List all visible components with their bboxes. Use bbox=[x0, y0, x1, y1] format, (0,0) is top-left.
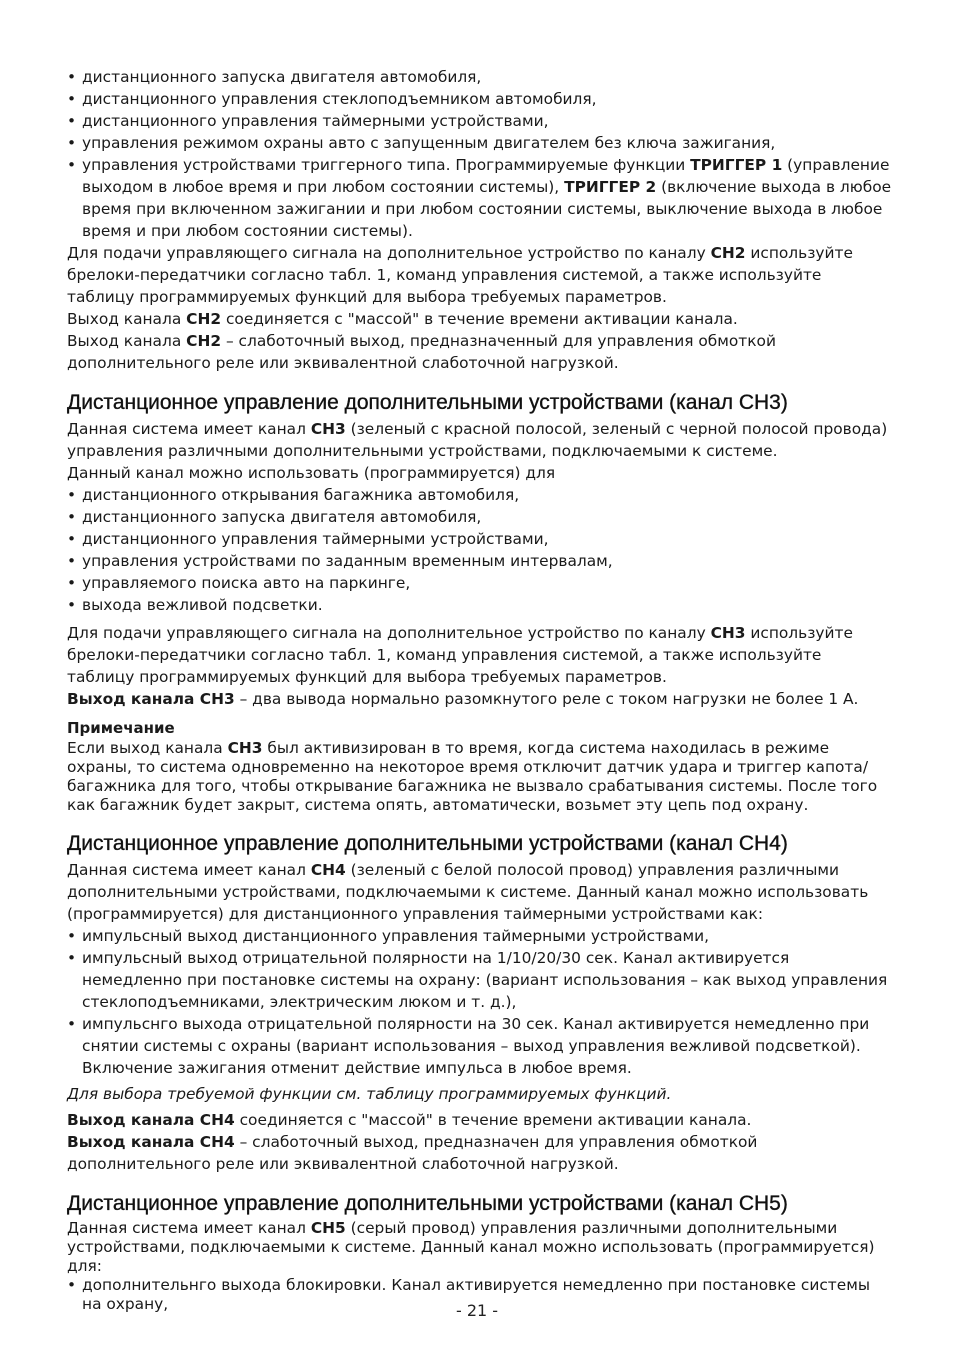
ch4-heading: Дистанционное управление дополнительными устройствами (канал CH4) bbox=[67, 832, 788, 855]
ch3-bullet-list bbox=[67, 484, 892, 616]
list-item: • дистанционного управления таймерными устройствами, bbox=[67, 528, 892, 550]
trigger-text-c: (управление выходом в любое время и при любом состоянии системы), bbox=[82, 156, 890, 196]
ch5-intro bbox=[67, 1219, 892, 1276]
ch4-output-label: Выход канала CH4 bbox=[67, 1111, 235, 1129]
ch4-bullet-list bbox=[67, 925, 892, 1079]
ch3-intro-text: Данная система имеет канал bbox=[67, 420, 311, 438]
ch4-paragraph-1 bbox=[67, 1109, 892, 1131]
ch2-paragraph-3 bbox=[67, 330, 892, 374]
note-title: Примечание bbox=[67, 719, 175, 737]
list-item: • импульсный выход дистанционного управления таймерными устройствами, bbox=[67, 925, 892, 947]
list-item: • дистанционного запуска двигателя автомобиля, bbox=[67, 506, 892, 528]
ch2-paragraph-1 bbox=[67, 242, 892, 308]
ch3-intro bbox=[67, 418, 892, 462]
ch5-intro-text: Данная система имеет канал bbox=[67, 1219, 311, 1237]
intro-bullet-list bbox=[67, 66, 892, 242]
document-page bbox=[67, 66, 892, 1314]
trigger-1-label: ТРИГГЕР 1 bbox=[690, 156, 783, 174]
ch3-p1-text: Для подачи управляющего сигнала на дополнительное устройство по каналу bbox=[67, 624, 711, 642]
ch5-intro-text-end: (серый провод) управления различными дополнительными устройствами, подключаемыми к системе. Данный канал можно использовать (программируется) для: bbox=[67, 1219, 875, 1275]
ch2-p2-text-end: соединяется с "массой" в течение времени активации канала. bbox=[221, 310, 738, 328]
note-text-end: был активизирован в то время, когда система находилась в режиме охраны, то система одновременно на некоторое время отключит датчик удара и триггер капота/багажника для того, чтобы открывание багажника не вызвало срабатывания системы. После того как багажник будет закрыт, система опять, автоматически, возьмет эту цепь под охрану. bbox=[67, 739, 878, 814]
list-item: • дистанционного управления таймерными устройствами, bbox=[67, 110, 892, 132]
ch3-paragraph-1 bbox=[67, 622, 892, 688]
ch3-p2-text: – два вывода нормально разомкнутого реле с током нагрузки не более 1 А. bbox=[234, 690, 859, 708]
list-item-trigger bbox=[67, 154, 892, 242]
ch2-label: CH2 bbox=[186, 332, 222, 350]
ch4-label: CH4 bbox=[310, 861, 346, 879]
ch3-label: CH3 bbox=[710, 624, 746, 642]
ch4-italic-note: Для выбора требуемой функции см. таблицу программируемых функций. bbox=[67, 1085, 672, 1103]
ch3-label: CH3 bbox=[227, 739, 263, 757]
list-item: • импульсный выход отрицательной полярности на 1/10/20/30 сек. Канал активируется немедленно при постановке системы на охрану: (вариант использования – как выход управления стеклоподъемниками, электрическим люком и т. д.), bbox=[67, 947, 892, 1013]
ch4-intro-text-end: (зеленый с белой полосой провод) управления различными дополнительными устройствами, подключаемыми к системе. Данный канал можно использовать (программируется) для дистанционного управления таймерными устройствами как: bbox=[67, 861, 869, 923]
ch3-paragraph-2 bbox=[67, 688, 892, 710]
page-number: - 21 - bbox=[455, 1301, 499, 1320]
ch3-label: CH3 bbox=[310, 420, 346, 438]
ch2-label: CH2 bbox=[710, 244, 746, 262]
list-item: • дистанционного открывания багажника автомобиля, bbox=[67, 484, 892, 506]
ch3-intro-2: Данный канал можно использовать (программируется) для bbox=[67, 464, 556, 482]
ch4-p1-text: соединяется с "массой" в течение времени активации канала. bbox=[234, 1111, 752, 1129]
list-item: • управляемого поиска авто на паркинге, bbox=[67, 572, 892, 594]
list-item: • управления режимом охраны авто с запущенным двигателем без ключа зажигания, bbox=[67, 132, 892, 154]
ch3-p1-text-end: используйте брелоки-передатчики согласно табл. 1, команд управления системой, а также используйте таблицу программируемых функций для выбора требуемых параметров. bbox=[67, 624, 853, 686]
list-item: • выхода вежливой подсветки. bbox=[67, 594, 892, 616]
list-item: • импульснго выхода отрицательной полярности на 30 сек. Канал активируется немедленно при снятии системы с охраны (вариант использования – выход управления вежливой подсветкой). Включение зажигания отменит действие импульса в любое время. bbox=[67, 1013, 892, 1079]
ch3-heading: Дистанционное управление дополнительными устройствами (канал CH3) bbox=[67, 391, 788, 414]
ch2-p1-text-end: используйте брелоки-передатчики согласно табл. 1, команд управления системой, а также используйте таблицу программируемых функций для выбора требуемых параметров. bbox=[67, 244, 853, 306]
ch2-p1-text: Для подачи управляющего сигнала на дополнительное устройство по каналу bbox=[67, 244, 711, 262]
ch4-output-label: Выход канала CH4 bbox=[67, 1133, 235, 1151]
note-body bbox=[67, 739, 892, 815]
list-item: • дистанционного запуска двигателя автомобиля, bbox=[67, 66, 892, 88]
ch4-intro bbox=[67, 859, 892, 925]
ch4-intro-text: Данная система имеет канал bbox=[67, 861, 311, 879]
ch5-heading: Дистанционное управление дополнительными устройствами (канал CH5) bbox=[67, 1192, 788, 1215]
ch4-paragraph-2 bbox=[67, 1131, 892, 1175]
ch2-p3-text-end: – слаботочный выход, предназначенный для управления обмоткой дополнительного реле или эквивалентной слаботочной нагрузкой. bbox=[67, 332, 776, 372]
trigger-text-e: (включение выхода в любое время при включенном зажигании и при любом состоянии системы, выключение выхода в любое время и при любом состоянии системы). bbox=[82, 178, 892, 240]
trigger-2-label: ТРИГГЕР 2 bbox=[564, 178, 657, 196]
list-item: • дистанционного управления стеклоподъемником автомобиля, bbox=[67, 88, 892, 110]
ch5-label: CH5 bbox=[310, 1219, 346, 1237]
ch3-output-label: Выход канала CH3 bbox=[67, 690, 235, 708]
list-item: • дополнительнго выхода блокировки. Канал активируется немедленно при постановке системы на охрану, bbox=[67, 1276, 892, 1314]
ch4-p2-text: – слаботочный выход, предназначен для управления обмоткой дополнительного реле или эквивалентной слаботочной нагрузкой. bbox=[67, 1133, 758, 1173]
ch2-label: CH2 bbox=[186, 310, 222, 328]
list-item: • управления устройствами по заданным временным интервалам, bbox=[67, 550, 892, 572]
trigger-text-a: управления устройствами триггерного типа. Программируемые функции bbox=[82, 156, 691, 174]
ch3-intro-text-end: (зеленый с красной полосой, зеленый с черной полосой провода) управления различными дополнительными устройствами, подключаемыми к системе. bbox=[67, 420, 888, 460]
ch2-paragraph-2 bbox=[67, 308, 892, 330]
note-text: Если выход канала bbox=[67, 739, 228, 757]
ch2-p2-text: Выход канала bbox=[67, 310, 187, 328]
ch2-p3-text: Выход канала bbox=[67, 332, 187, 350]
